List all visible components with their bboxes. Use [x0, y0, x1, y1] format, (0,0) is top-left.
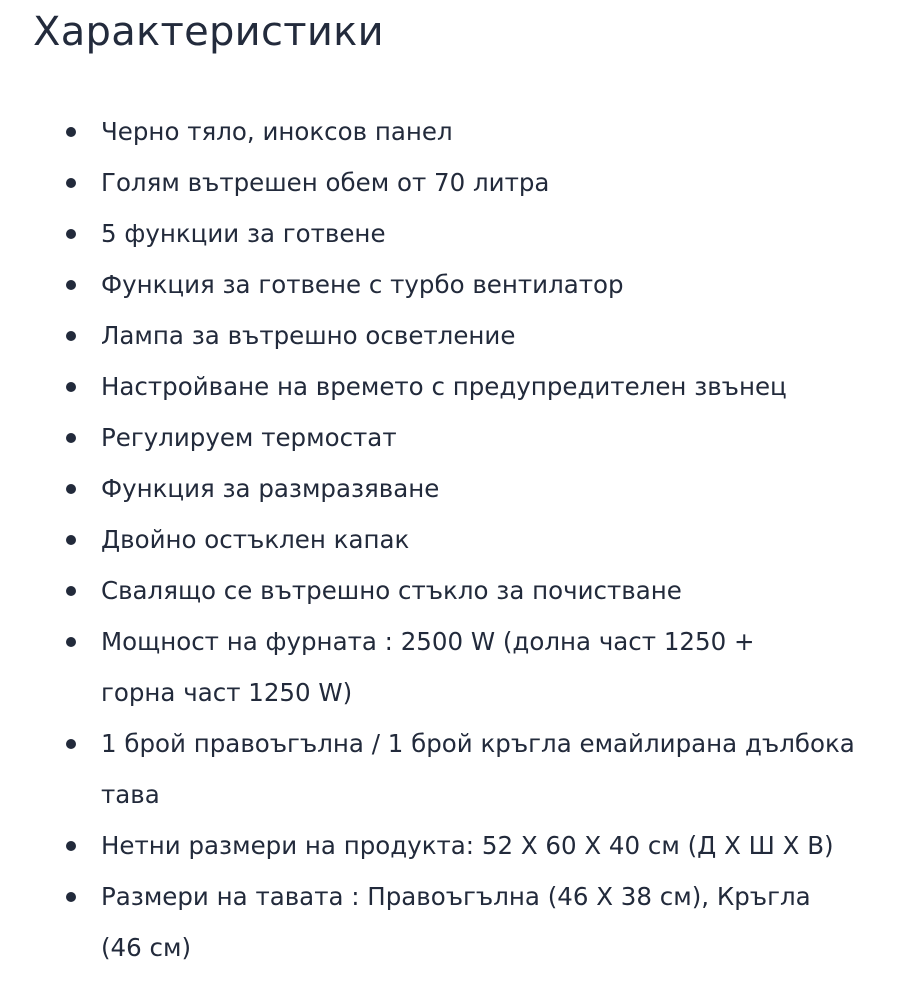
- list-item: [62, 463, 892, 514]
- feature-text: Настройване на времето с предупредителен звънец: [101, 372, 787, 401]
- feature-text: Лампа за вътрешно осветление: [101, 321, 516, 350]
- bullet-icon: [66, 178, 76, 188]
- list-item: [62, 157, 892, 208]
- list-item: [62, 565, 892, 616]
- feature-text: Регулируем термостат: [101, 423, 397, 452]
- list-item: [62, 820, 892, 871]
- feature-text: Двойно остъклен капак: [101, 525, 410, 554]
- bullet-icon: [66, 382, 76, 392]
- feature-text: Черно тяло, иноксов панел: [101, 117, 453, 146]
- feature-text: Функция за готвене с турбо вентилатор: [101, 270, 624, 299]
- list-item: [62, 718, 892, 820]
- feature-text: 5 функции за готвене: [101, 219, 386, 248]
- bullet-icon: [66, 331, 76, 341]
- bullet-icon: [66, 739, 76, 749]
- feature-text: 1 брой правоъгълна / 1 брой кръгла емайлирана дълбока: [101, 729, 855, 758]
- feature-text: Размери на тавата : Правоъгълна (46 Х 38 см), Кръгла: [101, 882, 811, 911]
- feature-text-continued: горна част 1250 W): [101, 678, 353, 707]
- bullet-icon: [66, 484, 76, 494]
- list-item: [62, 106, 892, 157]
- list-item: [62, 259, 892, 310]
- bullet-icon: [66, 535, 76, 545]
- bullet-icon: [66, 433, 76, 443]
- list-item: [62, 412, 892, 463]
- page-title: Характеристики: [33, 9, 384, 55]
- bullet-icon: [66, 892, 76, 902]
- bullet-icon: [66, 229, 76, 239]
- bullet-icon: [66, 841, 76, 851]
- bullet-icon: [66, 586, 76, 596]
- list-item: [62, 310, 892, 361]
- bullet-icon: [66, 280, 76, 290]
- list-item: [62, 361, 892, 412]
- list-item: [62, 871, 892, 973]
- bullet-icon: [66, 127, 76, 137]
- bullet-icon: [66, 637, 76, 647]
- feature-text: Функция за размразяване: [101, 474, 440, 503]
- feature-text-continued: тава: [101, 780, 160, 809]
- feature-text: Голям вътрешен обем от 70 литра: [101, 168, 550, 197]
- feature-text: Мощност на фурната : 2500 W (долна част 1250 +: [101, 627, 755, 656]
- features-list: [62, 106, 892, 973]
- feature-text: Нетни размери на продукта: 52 Х 60 Х 40 см (Д Х Ш Х В): [101, 831, 834, 860]
- list-item: [62, 514, 892, 565]
- feature-text: Свалящо се вътрешно стъкло за почистване: [101, 576, 682, 605]
- feature-text-continued: (46 см): [101, 933, 192, 962]
- list-item: [62, 616, 892, 718]
- list-item: [62, 208, 892, 259]
